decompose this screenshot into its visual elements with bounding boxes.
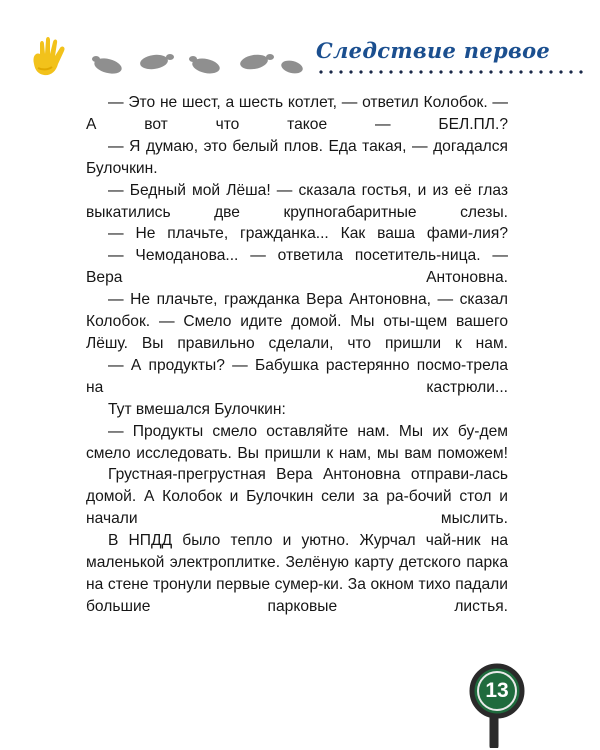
body-text <box>86 92 508 618</box>
paragraph: В НПДД было тепло и уютно. Журчал чай-ник на маленькой электроплитке. Зелёную карту детского парка на стене тронули первые сумер-ки. За окном тихо падали большие парковые листья. <box>86 532 508 615</box>
paragraph: — Не плачьте, гражданка... Как ваша фами-лия? <box>108 225 508 243</box>
footprints-icon <box>88 44 308 80</box>
page-header <box>0 0 600 90</box>
paragraph: — Чемоданова... — ответила посетитель-ница. — Вера Антоновна. <box>86 247 508 287</box>
paragraph: Грустная-прегрустная Вера Антоновна отправи-лась домой. А Колобок и Булочкин сели за ра-бочий стол и начали мыслить. <box>86 466 508 528</box>
paragraph: — Продукты смело оставляйте нам. Мы их бу-дем смело исследовать. Вы пришли к нам, мы вам поможем! <box>86 422 508 462</box>
paragraph: — А продукты? — Бабушка растерянно посмо-трела на кастрюли... <box>86 356 508 396</box>
yellow-hand-print-icon <box>28 34 72 82</box>
paragraph: Тут вмешался Булочкин: <box>108 400 286 418</box>
paragraph: — Бедный мой Лёша! — сказала гостья, и из её глаз выкатились две крупногабаритные слезы. <box>86 181 508 221</box>
page-number: 13 <box>485 679 509 702</box>
paragraph: — Не плачьте, гражданка Вера Антоновна, — сказал Колобок. — Смело идите домой. Мы оты-щем вашего Лёшу. Вы правильно сделали, что пришли к нам. <box>86 291 508 352</box>
paragraph: — Я думаю, это белый плов. Еда такая, — догадался Булочкин. <box>86 137 508 177</box>
chapter-title: Следствие первое <box>316 38 551 63</box>
title-dotted-underline <box>316 68 586 76</box>
paragraph: — Это не шест, а шесть котлет, — ответил Колобок. — А вот что такое — БЕЛ.ПЛ.? <box>86 94 508 133</box>
